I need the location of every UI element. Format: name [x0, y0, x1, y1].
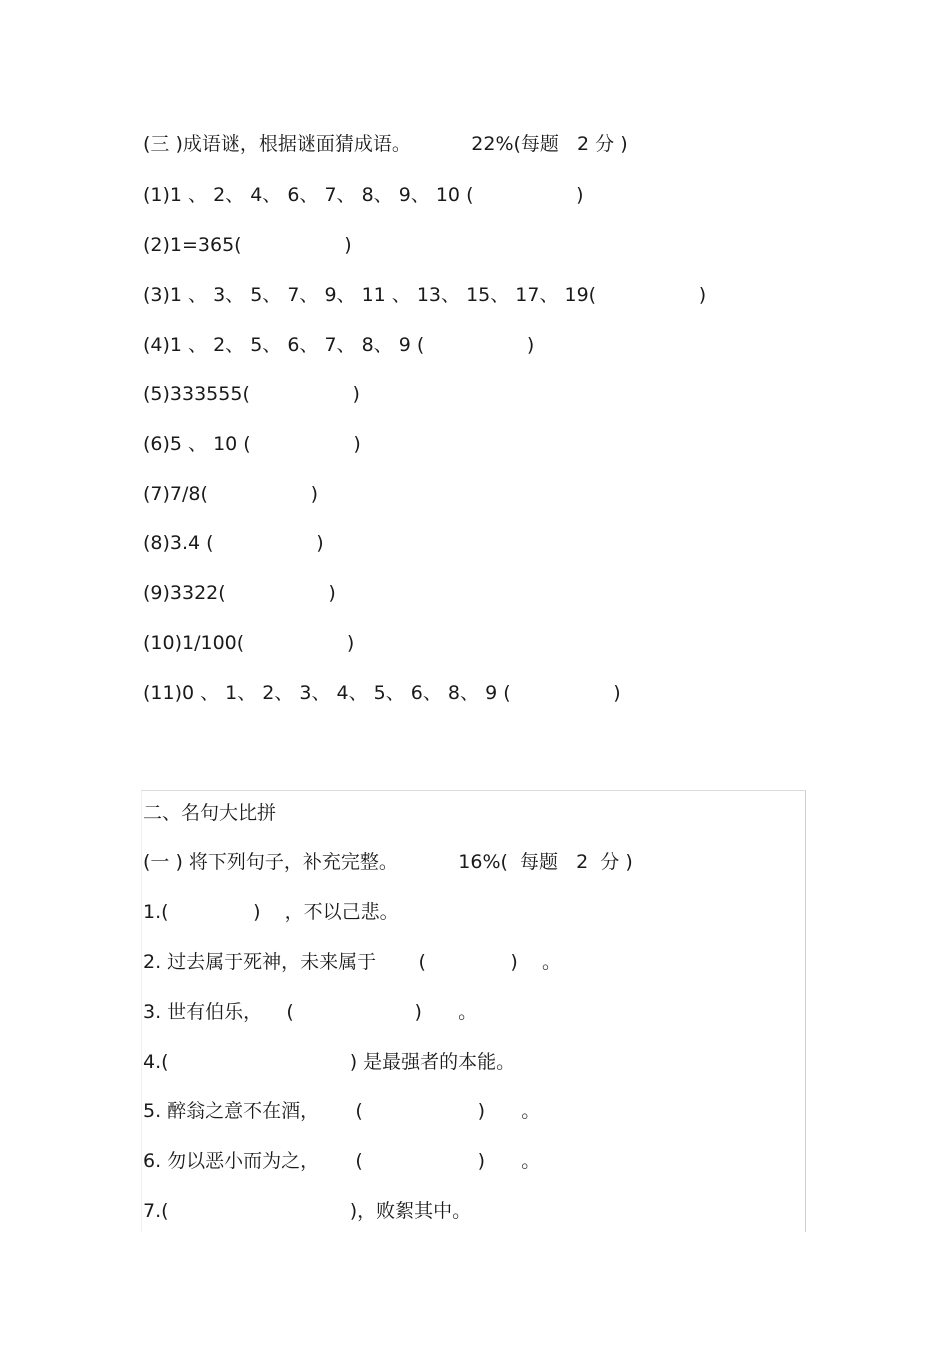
quote-item-2: 2. 过去属于死神，未来属于 ( ) 。: [143, 951, 561, 973]
quote-item-5: 5. 醉翁之意不在酒， ( ) 。: [143, 1100, 541, 1122]
quote-item-4: 4.( ) 是最强者的本能。: [143, 1051, 516, 1073]
riddle-item-9: (9)3322( ): [143, 582, 336, 604]
riddle-item-10: (10)1/100( ): [143, 632, 355, 654]
quote-item-3: 3. 世有伯乐， ( ) 。: [143, 1001, 478, 1023]
riddle-item-3: (3)1 、 3、 5、 7、 9、 11 、 13、 15、 17、 19( ): [143, 284, 707, 306]
riddle-item-2: (2)1=365( ): [143, 234, 352, 256]
quote-item-7: 7.( )，败絮其中。: [143, 1200, 472, 1222]
quote-item-1: 1.( ) ，不以己悲。: [143, 901, 399, 923]
riddle-item-6: (6)5 、 10 ( ): [143, 433, 361, 455]
riddle-item-4: (4)1 、 2、 5、 6、 7、 8、 9 ( ): [143, 334, 535, 356]
riddle-item-1: (1)1 、 2、 4、 6、 7、 8、 9、 10 ( ): [143, 184, 584, 206]
section2-subheading: (一 ) 将下列句子，补充完整。 16%( 每题 2 分 ): [143, 851, 633, 873]
riddle-item-7: (7)7/8( ): [143, 483, 318, 505]
riddle-item-11: (11)0 、 1、 2、 3、 4、 5、 6、 8、 9 ( ): [143, 682, 621, 704]
section3-heading: (三 )成语谜，根据谜面猜成语。 22%(每题 2 分 ): [143, 133, 628, 155]
riddle-item-5: (5)333555( ): [143, 383, 360, 405]
riddle-item-8: (8)3.4 ( ): [143, 532, 324, 554]
section2-title: 二、名句大比拼: [143, 802, 277, 824]
quote-item-6: 6. 勿以恶小而为之， ( ) 。: [143, 1150, 541, 1172]
